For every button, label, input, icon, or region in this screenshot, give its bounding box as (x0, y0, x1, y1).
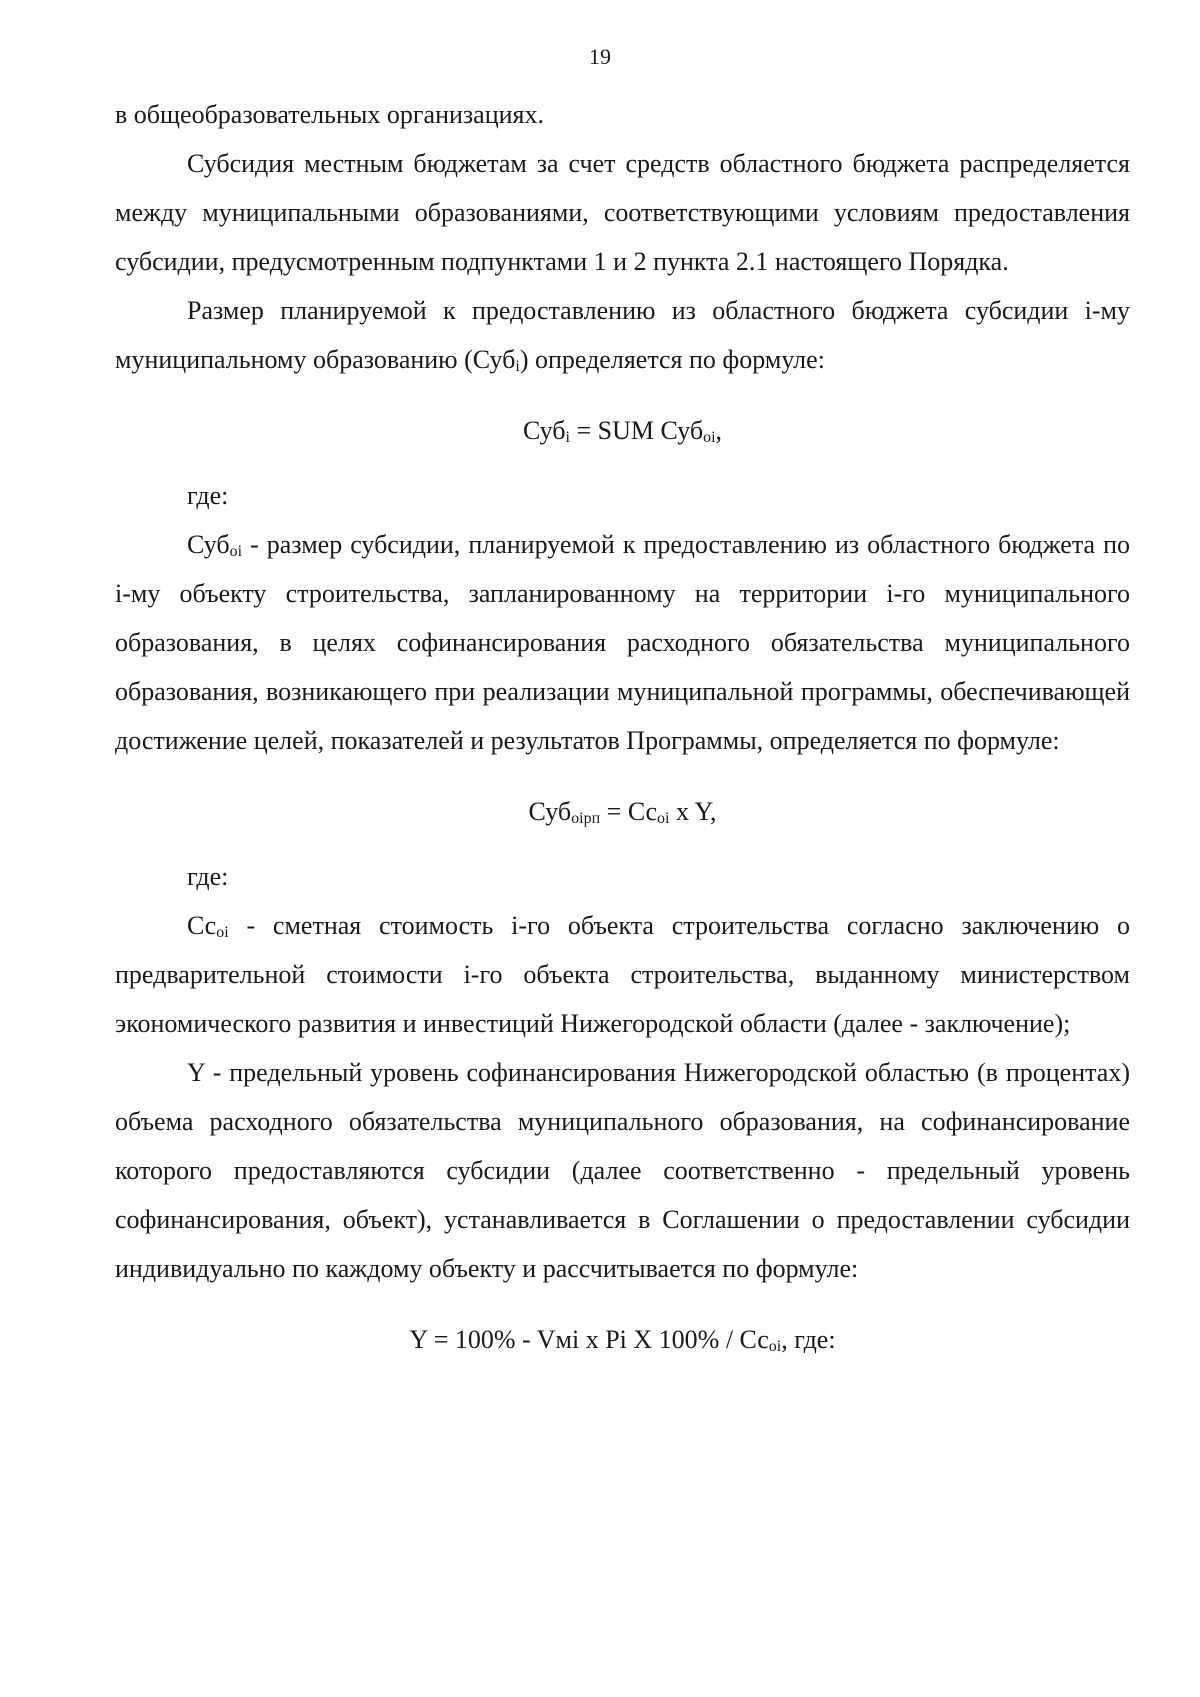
paragraph-sub-oi-definition: Суб$_{oi}$ - размер субсидии, планируемой к предоставлению из областного бюджета по i-му объекту строительства, запланированному на территории i-го муниципального образования, в целях софинансирования расходного обязательства муниципального образования, возникающего при реализации муниципальной программы, обеспечивающей достижение целей, показателей и результатов Программы, определяется по формуле: (115, 530, 1130, 755)
paragraph-y-definition: Y - предельный уровень софинансирования Нижегородской областью (в процентах) объема расходного обязательства муниципального образования, на софинансирование которого предоставляются субсидии (далее соответственно - предельный уровень софинансирования, объект), устанавливается в Соглашении о предоставлении субсидии индивидуально по каждому объекту и рассчитывается по формуле: (115, 1058, 1130, 1283)
where-label-1: где: (187, 481, 229, 510)
formula-sub-i: Суб$_i$ = SUM Суб$_{oi}$, (522, 416, 723, 446)
paragraph-cc-oi-definition: $Сс_{oi}$ - сметная стоимость i-го объекта строительства согласно заключению о предварительной стоимости i-го объекта строительства, выданному министерством экономического развития и инвестиций Нижегородской области (далее - заключение); (115, 911, 1130, 1038)
paragraph-subsidy-size: Размер планируемой к предоставлению из областного бюджета субсидии i-му муниципальному образованию (Суб$_i$) определяется по формуле: (115, 296, 1130, 375)
page-number: 19 (589, 44, 611, 69)
where-label-2: где: (187, 862, 229, 891)
formula-y: Y = 100% - Vмi x Pi X $100\% / Сс_{oi}$, где: (409, 1325, 836, 1355)
paragraph-subsidy-distribution: Субсидия местным бюджетам за счет средств областного бюджета распределяется между муниципальными образованиями, соответствующими условиям предоставления субсидии, предусмотренным подпунктами 1 и 2 пункта 2.1 настоящего Порядка. (115, 149, 1130, 276)
formula-sub-oirp: $Суб_{oiрп} = Сс_{oi}$ x Y, (528, 797, 717, 827)
document-body (115, 90, 1130, 1364)
paragraph-intro: в общеобразовательных организациях. (115, 100, 544, 129)
